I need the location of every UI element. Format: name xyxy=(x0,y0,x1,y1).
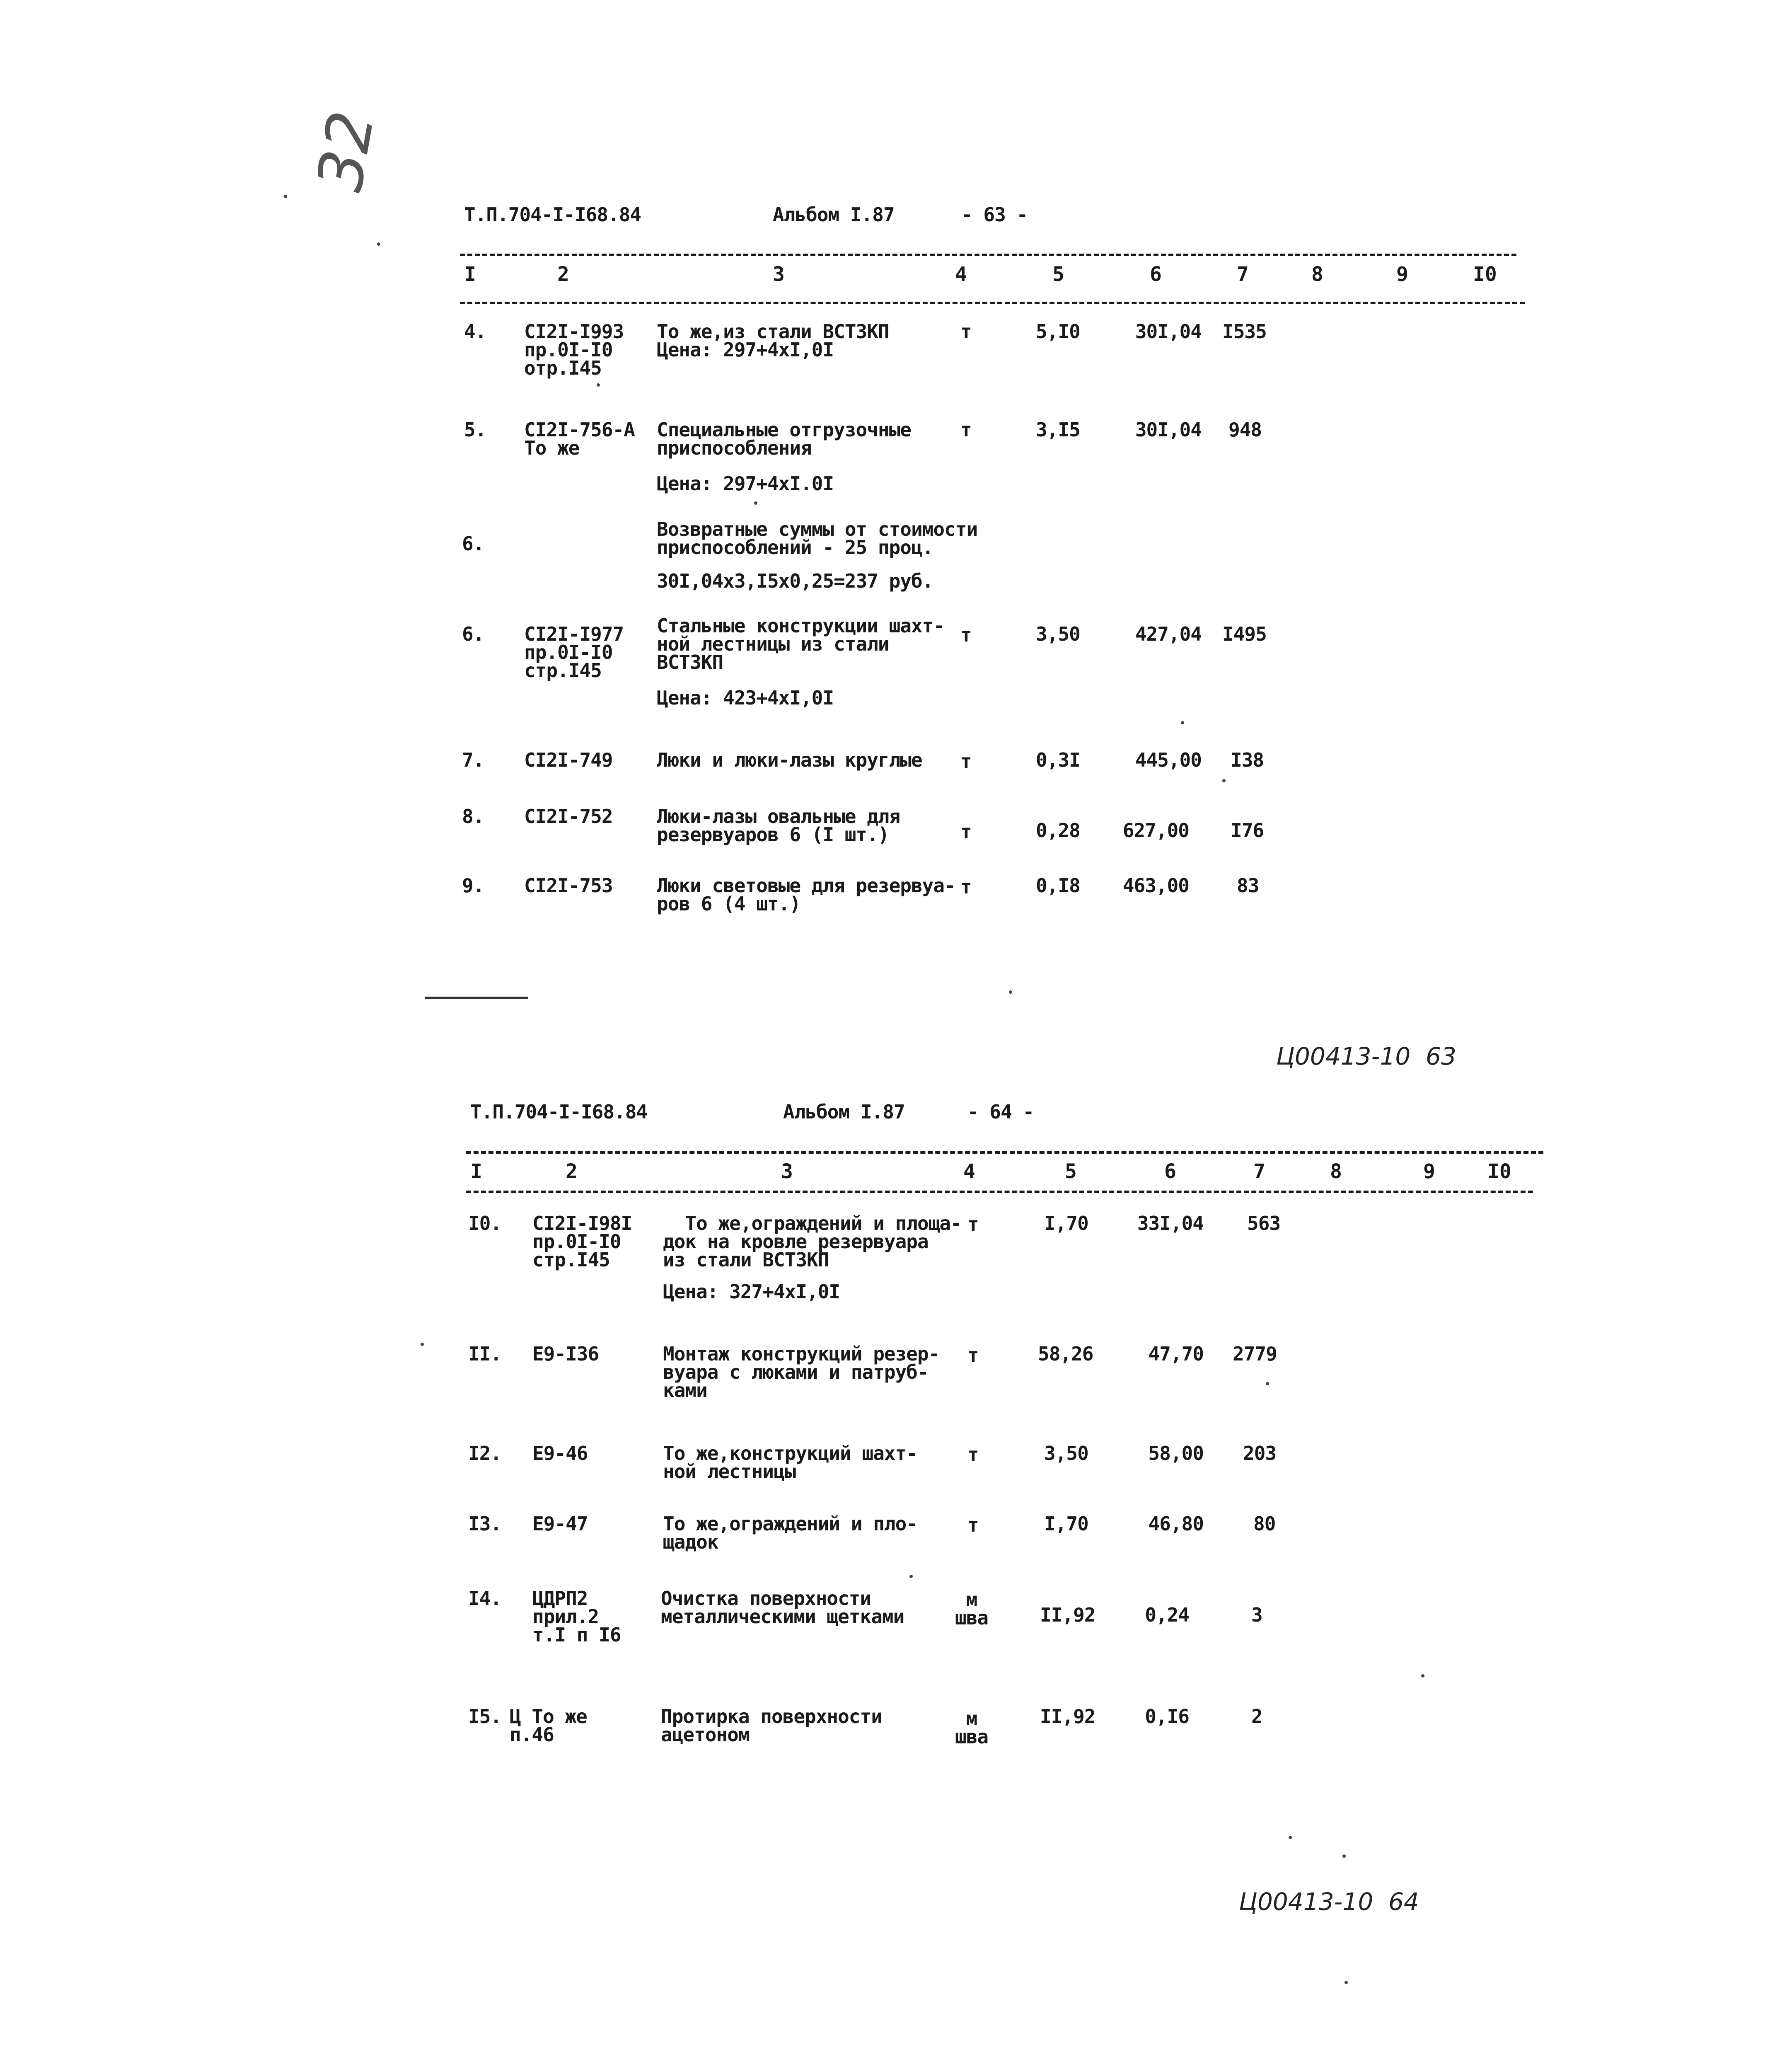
unit: т xyxy=(967,1443,979,1466)
scan-speck xyxy=(1266,1382,1269,1385)
item-description: То же,ограждений и площа- док на кровле резервуара из стали ВСТ3КП xyxy=(663,1212,962,1271)
calculation-note: 30I,04x3,I5x0,25=237 руб. xyxy=(657,570,933,592)
unit-price: 46,80 xyxy=(1148,1513,1204,1535)
item-description: Люки и люки-лазы круглые xyxy=(657,749,922,771)
column-header: I xyxy=(470,1160,482,1183)
column-header: 4 xyxy=(963,1160,975,1183)
scan-speck xyxy=(377,242,380,246)
total-cost: 563 xyxy=(1247,1212,1281,1234)
column-header: 6 xyxy=(1164,1160,1176,1183)
scan-speck xyxy=(284,195,287,198)
unit-price: 30I,04 xyxy=(1135,419,1202,441)
quantity: 58,26 xyxy=(1038,1343,1093,1365)
doc-reference: Т.П.704-I-I68.84 xyxy=(464,203,641,226)
total-cost: 2 xyxy=(1251,1705,1262,1728)
page-number: - 64 - xyxy=(967,1101,1034,1123)
unit-price: 627,00 xyxy=(1122,819,1189,842)
total-cost: 80 xyxy=(1253,1513,1276,1535)
unit: м шва xyxy=(955,1707,989,1748)
column-header: 7 xyxy=(1253,1160,1265,1183)
header-bottom-rule xyxy=(460,302,1525,304)
price-note: Цена: 327+4xI,0I xyxy=(663,1280,840,1303)
column-header: 9 xyxy=(1423,1160,1435,1183)
unit: т xyxy=(960,320,972,343)
total-cost: 948 xyxy=(1228,419,1262,441)
item-description: Люки-лазы овальные для резервуаров 6 (I шт.) xyxy=(657,805,900,846)
quantity: 0,3I xyxy=(1036,749,1080,771)
column-header: 4 xyxy=(955,263,967,286)
total-cost: 3 xyxy=(1251,1604,1262,1626)
total-cost: I38 xyxy=(1231,749,1264,771)
quantity: II,92 xyxy=(1040,1604,1095,1626)
column-header: 2 xyxy=(557,263,569,286)
unit: м шва xyxy=(955,1588,989,1629)
item-description: Возвратные суммы от стоимости приспособлений - 25 проц. xyxy=(657,518,978,559)
column-header: I0 xyxy=(1473,263,1497,286)
quantity: I,70 xyxy=(1044,1212,1088,1234)
unit: т xyxy=(967,1213,979,1235)
quantity: 5,I0 xyxy=(1036,320,1080,343)
unit-price: 0,24 xyxy=(1145,1604,1189,1626)
column-header: 8 xyxy=(1330,1160,1342,1183)
unit: т xyxy=(960,876,972,898)
rate-code: CI2I-I98I пр.0I-I0 стр.I45 xyxy=(532,1212,632,1271)
rate-code: CI2I-749 xyxy=(524,749,613,771)
header-top-rule xyxy=(460,254,1516,256)
header-bottom-rule xyxy=(466,1191,1533,1193)
row-number: II. xyxy=(468,1343,502,1365)
doc-reference: Т.П.704-I-I68.84 xyxy=(470,1101,648,1123)
unit-price: 33I,04 xyxy=(1137,1212,1204,1234)
quantity: II,92 xyxy=(1040,1705,1095,1728)
rate-code: CI2I-756-А То же xyxy=(524,419,635,459)
rate-code: CI2I-I993 пр.0I-I0 отр.I45 xyxy=(524,320,624,379)
item-description: То же,ограждений и пло- щадок xyxy=(663,1513,917,1553)
column-header: 2 xyxy=(566,1160,578,1183)
rate-code: CI2I-752 xyxy=(524,805,613,828)
page-number: - 63 - xyxy=(961,203,1028,226)
price-note: Цена: 423+4xI,0I xyxy=(657,687,834,709)
scan-speck xyxy=(1344,1981,1348,1984)
unit: т xyxy=(967,1514,979,1536)
total-cost: 83 xyxy=(1237,874,1259,897)
scan-speck xyxy=(597,383,600,387)
scan-speck xyxy=(909,1575,913,1578)
column-header: 5 xyxy=(1065,1160,1077,1183)
column-header: 7 xyxy=(1237,263,1249,286)
row-number: 7. xyxy=(462,749,484,771)
total-cost: I535 xyxy=(1222,320,1267,343)
column-header: 3 xyxy=(773,263,785,286)
quantity: 0,28 xyxy=(1036,819,1080,842)
unit: т xyxy=(960,821,972,843)
scan-speck xyxy=(1421,1674,1424,1677)
column-header: I xyxy=(464,263,476,286)
archive-stamp: Ц00413-10 63 xyxy=(1276,1042,1456,1070)
unit: т xyxy=(967,1344,979,1366)
total-cost: 203 xyxy=(1243,1442,1277,1464)
quantity: 3,50 xyxy=(1044,1442,1088,1464)
album-label: Альбом I.87 xyxy=(783,1101,905,1123)
item-description: Монтаж конструкций резер- вуара с люками и патруб- ками xyxy=(663,1343,940,1402)
unit: т xyxy=(960,750,972,772)
scan-speck xyxy=(1289,1836,1292,1839)
unit-price: 0,I6 xyxy=(1145,1705,1189,1728)
scan-speck xyxy=(1009,990,1012,994)
row-number: I4. xyxy=(468,1587,502,1610)
unit-price: 463,00 xyxy=(1122,874,1189,897)
column-header: 3 xyxy=(781,1160,793,1183)
header-top-rule xyxy=(466,1151,1543,1154)
quantity: 3,I5 xyxy=(1036,419,1080,441)
page-divider-line xyxy=(425,997,528,999)
rate-code: ЦДРП2 прил.2 т.I п I6 xyxy=(532,1587,621,1646)
scan-speck xyxy=(1181,721,1184,724)
total-cost: I495 xyxy=(1222,623,1267,645)
row-number: 5. xyxy=(464,419,486,441)
unit-price: 445,00 xyxy=(1135,749,1202,771)
item-description: То же,из стали ВСТ3КП Цена: 297+4xI,0I xyxy=(657,320,889,361)
total-cost: 2779 xyxy=(1233,1343,1277,1365)
item-description: Специальные отгрузочные приспособления xyxy=(657,419,911,459)
item-description: Стальные конструкции шахт- ной лестницы из стали ВСТ3КП xyxy=(657,615,945,673)
row-number: 6. xyxy=(462,623,484,645)
quantity: 0,I8 xyxy=(1036,874,1080,897)
unit: т xyxy=(960,624,972,646)
rate-code: CI2I-I977 пр.0I-I0 стр.I45 xyxy=(524,623,624,682)
item-description: Очистка поверхности металлическими щетками xyxy=(661,1587,904,1628)
quantity: 3,50 xyxy=(1036,623,1080,645)
unit: т xyxy=(960,419,972,441)
column-header: 5 xyxy=(1052,263,1064,286)
row-number: 8. xyxy=(462,805,484,828)
archive-stamp: Ц00413-10 64 xyxy=(1239,1888,1419,1916)
column-header: 6 xyxy=(1150,263,1162,286)
scan-speck xyxy=(1342,1854,1346,1858)
item-description: Люки световые для резервуа- ров 6 (4 шт.) xyxy=(657,874,955,915)
rate-code: Е9-47 xyxy=(532,1513,588,1535)
rate-code: CI2I-753 xyxy=(524,874,613,897)
row-number: I3. xyxy=(468,1513,502,1535)
rate-code: Е9-I36 xyxy=(532,1343,599,1365)
unit-price: 58,00 xyxy=(1148,1442,1204,1464)
total-cost: I76 xyxy=(1231,819,1264,842)
item-description: То же,конструкций шахт- ной лестницы xyxy=(663,1442,917,1483)
corner-page-mark: 32 xyxy=(304,106,389,197)
row-number: 4. xyxy=(464,320,486,343)
column-header: I0 xyxy=(1487,1160,1511,1183)
scan-speck xyxy=(421,1343,424,1346)
item-description: Протирка поверхности ацетоном xyxy=(661,1705,882,1746)
row-number: 6. xyxy=(462,533,484,555)
row-number: I5. xyxy=(468,1705,502,1728)
rate-code: Ц То же п.46 xyxy=(510,1705,587,1746)
unit-price: 30I,04 xyxy=(1135,320,1202,343)
album-label: Альбом I.87 xyxy=(773,203,895,226)
unit-price: 427,04 xyxy=(1135,623,1202,645)
column-header: 8 xyxy=(1311,263,1323,286)
scan-speck xyxy=(1222,779,1226,782)
row-number: 9. xyxy=(462,874,484,897)
unit-price: 47,70 xyxy=(1148,1343,1204,1365)
row-number: I2. xyxy=(468,1442,502,1464)
rate-code: Е9-46 xyxy=(532,1442,588,1464)
row-number: I0. xyxy=(468,1212,502,1234)
scan-speck xyxy=(754,501,757,505)
price-note: Цена: 297+4xI.0I xyxy=(657,472,834,495)
column-header: 9 xyxy=(1396,263,1408,286)
quantity: I,70 xyxy=(1044,1513,1088,1535)
